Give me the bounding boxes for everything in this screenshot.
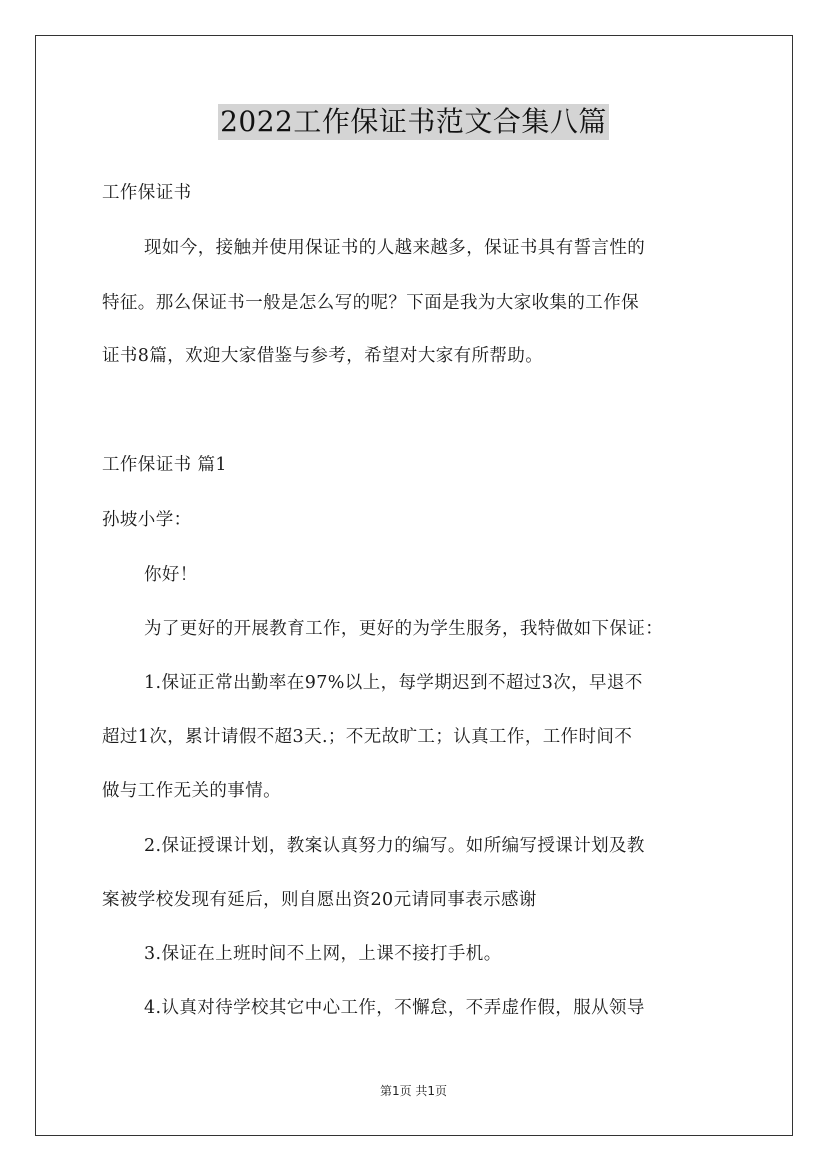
intro-line-3: 证书8篇，欢迎大家借鉴与参考，希望对大家有所帮助。 xyxy=(102,346,544,366)
section-heading: 工作保证书 xyxy=(102,183,192,203)
intro-line-2: 特征。那么保证书一般是怎么写的呢？下面是我为大家收集的工作保 xyxy=(102,293,639,313)
article-heading: 工作保证书 篇1 xyxy=(102,455,227,475)
document-title: 2022工作保证书范文合集八篇 xyxy=(220,105,607,138)
item-1-line-1: 1.保证正常出勤率在97%以上，每学期迟到不超过3次，早退不 xyxy=(144,673,643,693)
item-1-line-2: 超过1次，累计请假不超3天.；不无故旷工；认真工作，工作时间不 xyxy=(102,727,633,747)
item-1-line-3: 做与工作无关的事情。 xyxy=(102,781,281,801)
intro-line-1: 现如今，接触并使用保证书的人越来越多，保证书具有誓言性的 xyxy=(144,238,646,258)
item-2-line-1: 2.保证授课计划，教案认真努力的编写。如所编写授课计划及教 xyxy=(144,836,645,856)
salutation-recipient: 孙坡小学： xyxy=(102,510,192,530)
item-4-line-1: 4.认真对待学校其它中心工作，不懈怠，不弄虚作假，服从领导 xyxy=(144,998,645,1018)
paragraph-intro: 为了更好的开展教育工作，更好的为学生服务，我特做如下保证： xyxy=(144,619,664,639)
salutation-greeting: 你好！ xyxy=(144,565,198,585)
page-footer: 第1页 共1页 xyxy=(379,1084,448,1098)
item-2-line-2: 案被学校发现有延后，则自愿出资20元请同事表示感谢 xyxy=(102,890,537,910)
title-container xyxy=(0,104,827,140)
item-3-line-1: 3.保证在上班时间不上网，上课不接打手机。 xyxy=(144,944,502,964)
